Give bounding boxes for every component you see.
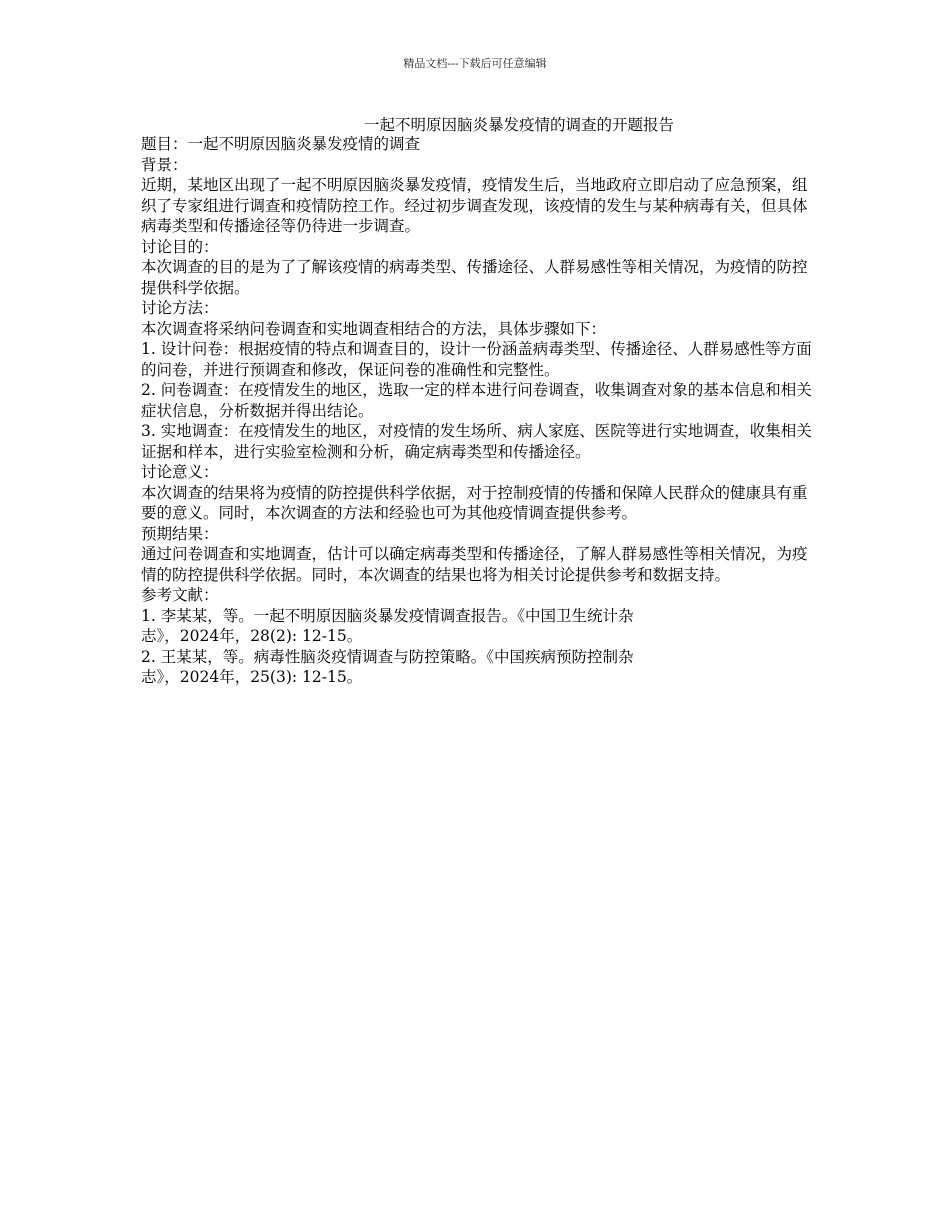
expected-heading: 预期结果： [141, 524, 219, 543]
document-body [141, 134, 821, 688]
background-text: 近期，某地区出现了一起不明原因脑炎暴发疫情，疫情发生后，当地政府立即启动了应急预案，组织了专家组进行调查和疫情防控工作。经过初步调查发现，该疫情的发生与某种病毒有关，但具体病毒类型和传播途径等仍待进一步调查。 [141, 176, 808, 235]
purpose-heading: 讨论目的： [141, 237, 219, 256]
significance-text: 本次调查的结果将为疫情的防控提供科学依据，对于控制疫情的传播和保障人民群众的健康具有重要的意义。同时，本次调查的方法和经验也可为其他疫情调查提供参考。 [141, 483, 808, 522]
method-intro: 本次调查将采纳问卷调查和实地调查相结合的方法，具体步骤如下： [141, 319, 607, 338]
method-step: 3. 实地调查：在疫情发生的地区，对疫情的发生场所、病人家庭、医院等进行实地调查，收集相关证据和样本，进行实验室检测和分析，确定病毒类型和传播途径。 [141, 422, 812, 461]
reference-item: 2. 王某某，等。病毒性脑炎疫情调查与防控策略。《中国疾病预防控制杂 [141, 647, 634, 666]
header-note: 精品文档---下载后可任意编辑 [403, 57, 547, 70]
method-step: 1. 设计问卷：根据疫情的特点和调查目的，设计一份涵盖病毒类型、传播途径、人群易感性等方面的问卷，并进行预调查和修改，保证问卷的准确性和完整性。 [141, 340, 812, 379]
reference-item: 1. 李某某，等。一起不明原因脑炎暴发疫情调查报告。《中国卫生统计杂 [141, 606, 634, 625]
reference-item-continuation: 志》，2024年，28(2): 12-15。 [141, 627, 363, 645]
method-step: 2. 问卷调查：在疫情发生的地区，选取一定的样本进行问卷调查，收集调查对象的基本信息和相关症状信息，分析数据并得出结论。 [141, 381, 812, 420]
background-heading: 背景： [141, 155, 188, 174]
purpose-text: 本次调查的目的是为了了解该疫情的病毒类型、传播途径、人群易感性等相关情况，为疫情的防控提供科学依据。 [141, 258, 808, 297]
method-heading: 讨论方法： [141, 299, 219, 317]
references-heading: 参考文献： [141, 586, 219, 604]
topic-line: 题目：一起不明原因脑炎暴发疫情的调查 [141, 135, 421, 153]
significance-heading: 讨论意义： [141, 463, 219, 481]
document-title: 一起不明原因脑炎暴发疫情的调查的开题报告 [364, 116, 675, 134]
expected-text: 通过问卷调查和实地调查，估计可以确定病毒类型和传播途径，了解人群易感性等相关情况，为疫情的防控提供科学依据。同时，本次调查的结果也将为相关讨论提供参考和数据支持。 [141, 545, 808, 584]
reference-item-continuation: 志》，2024年，25(3): 12-15。 [141, 668, 363, 686]
